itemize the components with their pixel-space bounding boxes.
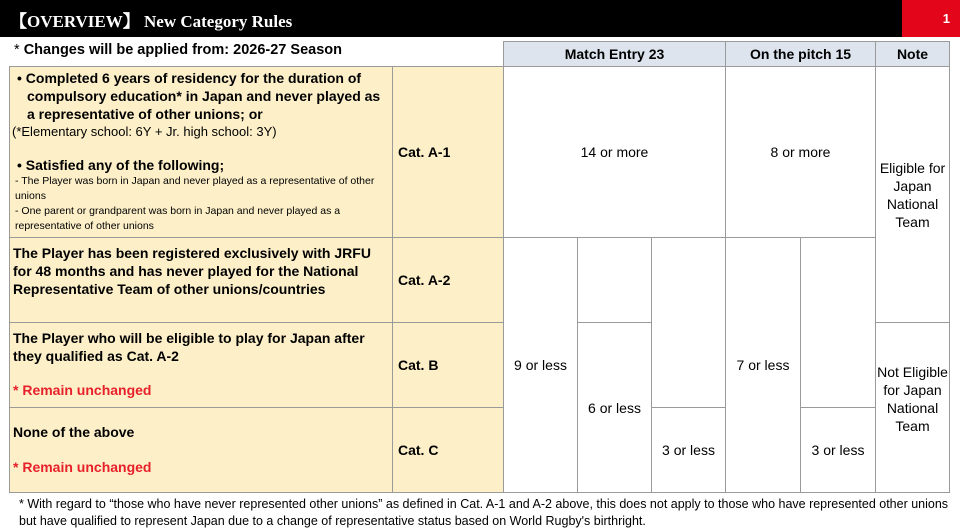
season-note (14, 42, 342, 58)
c-text: None of the above (13, 424, 135, 440)
a1-on-pitch: 8 or more (725, 66, 876, 238)
row-a1-description (9, 66, 393, 238)
c-remark: * Remain unchanged (13, 459, 152, 475)
match-entry-6-or-less: 6 or less (577, 322, 652, 493)
title-bar (0, 0, 960, 37)
page-number-text: 1 (942, 11, 950, 26)
on-pitch-3-or-less: 3 or less (800, 407, 876, 493)
a2-text: The Player has been registered exclusively with JRFU for 48 months and has never played for the National Representative Team of other unions/countries (13, 245, 371, 297)
match-entry-3-or-less: 3 or less (651, 407, 726, 493)
match-entry-blank-1 (577, 237, 652, 323)
note-not-eligible-cell (875, 322, 950, 493)
a1-bullet-1-sub: (*Elementary school: 6Y + Jr. high school: 3Y) (12, 124, 277, 139)
season-asterisk: * (14, 42, 20, 58)
on-pitch-blank (800, 237, 876, 408)
b-remark: * Remain unchanged (13, 382, 152, 398)
header-match-entry: Match Entry 23 (503, 41, 726, 67)
header-note: Note (875, 41, 950, 67)
match-entry-9-or-less: 9 or less (503, 237, 578, 493)
on-pitch-7-or-less: 7 or less (725, 237, 801, 493)
header-on-pitch: On the pitch 15 (725, 41, 876, 67)
row-a2-description (9, 237, 393, 323)
a1-bullet-2: • Satisfied any of the following; (17, 157, 225, 173)
row-b-category: Cat. B (392, 322, 504, 408)
a1-match-entry: 14 or more (503, 66, 726, 238)
footnote: * With regard to “those who have never represented other unions” as defined in Cat. A-1 and A-2 above, this does not apply to those who have represented other unions but have qualified to represent Japan due to a change of representative status based on World Rugby's birthright. (19, 497, 949, 528)
season-text: Changes will be applied from: 2026-27 Season (23, 42, 342, 58)
row-a2-category: Cat. A-2 (392, 237, 504, 323)
row-c-category: Cat. C (392, 407, 504, 493)
a1-sub-2: - One parent or grandparent was born in Japan and never played as a representative of other unions (15, 205, 341, 232)
b-text: The Player who will be eligible to play for Japan after they qualified as Cat. A-2 (13, 330, 365, 364)
row-a1-category: Cat. A-1 (392, 66, 504, 238)
note-not-eligible: Not Eligible for Japan National Team (877, 364, 948, 434)
row-c-description (9, 407, 393, 493)
note-eligible: Eligible for Japan National Team (879, 160, 946, 230)
page-number (902, 0, 960, 37)
row-b-description (9, 322, 393, 408)
a1-bullet-1: • Completed 6 years of residency for the duration of compulsory education* in Japan and never played as a representative of other unions; or (17, 70, 381, 122)
match-entry-blank-2 (651, 237, 726, 408)
note-eligible-cell (875, 66, 950, 323)
a1-sub-1: - The Player was born in Japan and never played as a representative of other unions (15, 175, 375, 202)
page-title: 【OVERVIEW】 New Category Rules (10, 12, 293, 31)
